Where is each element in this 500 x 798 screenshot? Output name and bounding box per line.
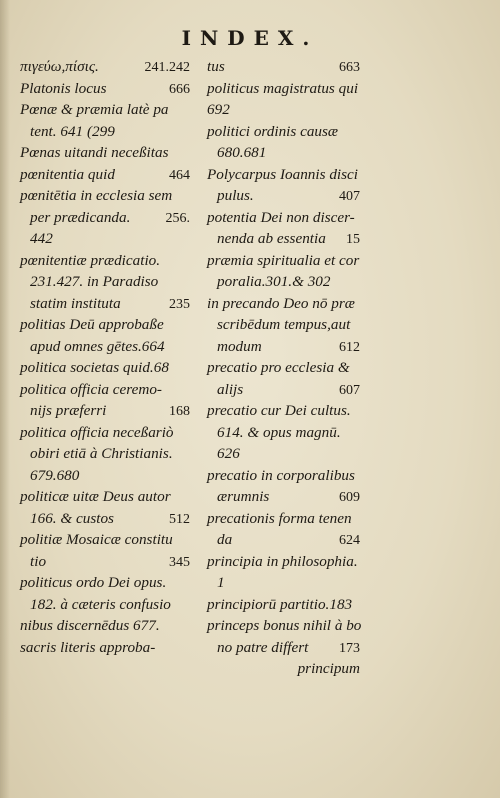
index-line [207,658,360,680]
index-line [207,379,360,401]
index-catchword: principum [297,660,360,677]
index-entry-text: sacris literis approba- [20,638,156,656]
index-line [20,185,190,207]
index-line [20,465,190,487]
index-line [20,379,190,401]
index-line [207,357,360,379]
index-line [207,551,360,573]
index-line [20,56,190,78]
index-entry-text: 626 [217,445,240,462]
index-column-left [20,56,190,658]
index-entry-text: pœnitentiæ prædicatio. [20,251,161,269]
index-entry-text: alijs [217,380,244,398]
index-line [20,594,190,616]
index-line [207,465,360,487]
index-entry-text: in precando Deo nō præ [207,294,355,312]
index-line [20,250,190,272]
index-entry-page: 663 [339,60,360,75]
index-entry-text: 614. & opus magnū. [217,423,341,441]
index-line [20,99,190,121]
index-line [207,443,360,465]
index-line [20,142,190,164]
index-entry-text: πιγεύω,πίσις. [20,58,99,75]
index-entry-text: politica societas quid.68 [20,359,169,376]
index-entry-text: Polycarpus Ioannis disci [207,165,359,183]
index-entry-text: precatio pro ecclesia & [207,359,350,376]
index-line [207,271,360,293]
index-line [20,572,190,594]
index-line [20,486,190,508]
index-entry-text: tio [30,552,47,570]
index-line [20,336,190,358]
index-entry-page: 607 [339,382,360,398]
index-entry-text: 231.427. in Paradiso [30,273,159,290]
index-entry-text: politicus ordo Dei opus. [20,574,167,591]
index-line [207,228,360,250]
index-entry-text: politici ordinis causæ [207,122,339,140]
page-header: INDEX. [181,26,319,50]
index-entry-text: tus [207,58,225,75]
index-entry-text: princeps bonus nihil à bo [207,617,362,634]
index-line [207,422,360,444]
index-entry-page: 345 [169,554,190,570]
index-entry-text: per prædicanda. [30,208,131,226]
index-line [207,508,360,530]
index-line [20,207,190,229]
index-line [20,121,190,143]
index-line [20,615,190,637]
index-entry-text: obiri etiā à Christianis. [30,445,173,462]
index-entry-text: pulus. [217,187,254,204]
index-entry-text: Pœnas uitandi neceßitas [20,144,169,161]
index-entry-text: nibus discernēdus 677. [20,617,160,634]
index-line [207,164,360,186]
index-line [20,637,190,659]
index-line [207,594,360,616]
index-line [207,293,360,315]
index-entry-text: 680.681 [217,144,267,161]
index-line [207,637,360,659]
index-line [20,314,190,336]
index-entry-text: pœnitētia in ecclesia sem [20,187,173,204]
index-entry-text: politiæ Mosaicæ constitu [20,531,173,548]
index-line [20,422,190,444]
index-entry-text: politias Deū approbaße [20,316,164,333]
index-entry-text: pœnitentia quid [20,165,115,183]
index-line [207,56,360,78]
index-entry-text: 166. & custos [30,509,114,527]
index-entry-text: statim instituta [30,294,121,312]
index-line [207,400,360,422]
index-line [20,357,190,379]
index-entry-page: 235 [169,296,190,312]
index-entry-text: modum [217,337,262,355]
index-entry-page: 624 [339,533,360,548]
index-entry-text: principia in philosophia. [207,552,358,570]
index-entry-text: principiorū partitio.183 [207,595,353,613]
index-entry-text: 442 [30,230,53,247]
index-line [207,250,360,272]
index-entry-text: 1 [217,574,225,591]
index-entry-page: 256. [165,210,190,226]
index-entry-page: 666 [169,81,190,97]
index-entry-text: potentia Dei non discer- [207,208,355,226]
index-entry-text: ærumnis [217,488,270,505]
index-entry-page: 609 [339,490,360,505]
index-entry-page: 15 [346,232,360,247]
index-entry-text: precatio cur Dei cultus. [207,402,351,419]
index-line [207,314,360,336]
index-line [207,142,360,164]
index-line [20,293,190,315]
index-line [207,99,360,121]
index-line [207,207,360,229]
index-line [20,228,190,250]
index-entry-text: præmia spiritualia et cor [207,251,360,269]
index-entry-text: 679.680 [30,466,80,484]
index-entry-text: da [217,531,233,548]
index-line [20,508,190,530]
index-entry-text: poralia.301.& 302 [217,273,331,290]
index-entry-page: 168 [169,404,190,419]
index-line [20,164,190,186]
index-entry-page: 241.242 [144,60,190,75]
index-line [207,78,360,100]
index-line [20,400,190,422]
index-entry-text: Pœnæ & præmia latè pa [20,101,169,118]
index-line [20,78,190,100]
index-entry-text: politica officia neceßariò [20,423,174,441]
index-entry-page: 512 [169,511,190,527]
index-entry-text: Platonis locus [20,79,107,97]
index-entry-text: politicæ uitæ Deus autor [20,488,171,505]
page-gutter-shadow [0,0,10,798]
index-line [207,121,360,143]
index-entry-text: no patre differt [217,638,309,656]
index-entry-text: apud omnes gētes.664 [30,337,165,355]
index-line [20,529,190,551]
index-column-right [207,56,360,680]
index-entry-text: nenda ab essentia [217,230,326,247]
index-entry-text: scribēdum tempus,aut [217,316,351,333]
index-line [20,271,190,293]
index-entry-text: nijs præferri [30,402,107,419]
index-line [207,486,360,508]
index-line [20,443,190,465]
index-entry-text: politicus magistratus qui [207,79,359,97]
index-line [207,572,360,594]
index-line [207,529,360,551]
index-entry-text: tent. 641 (299 [30,122,115,140]
index-line [207,336,360,358]
index-entry-page: 612 [339,339,360,355]
index-line [207,615,360,637]
index-entry-page: 464 [169,167,190,183]
index-entry-text: 182. à cæteris confusio [30,595,171,613]
index-entry-text: precationis forma tenen [207,509,352,527]
index-line [207,185,360,207]
index-line [20,551,190,573]
index-entry-page: 173 [339,640,360,656]
index-entry-text: precatio in corporalibus [207,466,355,484]
index-entry-text: 692 [207,101,230,118]
index-entry-page: 407 [339,189,360,204]
index-entry-text: politica officia ceremo- [20,380,162,398]
